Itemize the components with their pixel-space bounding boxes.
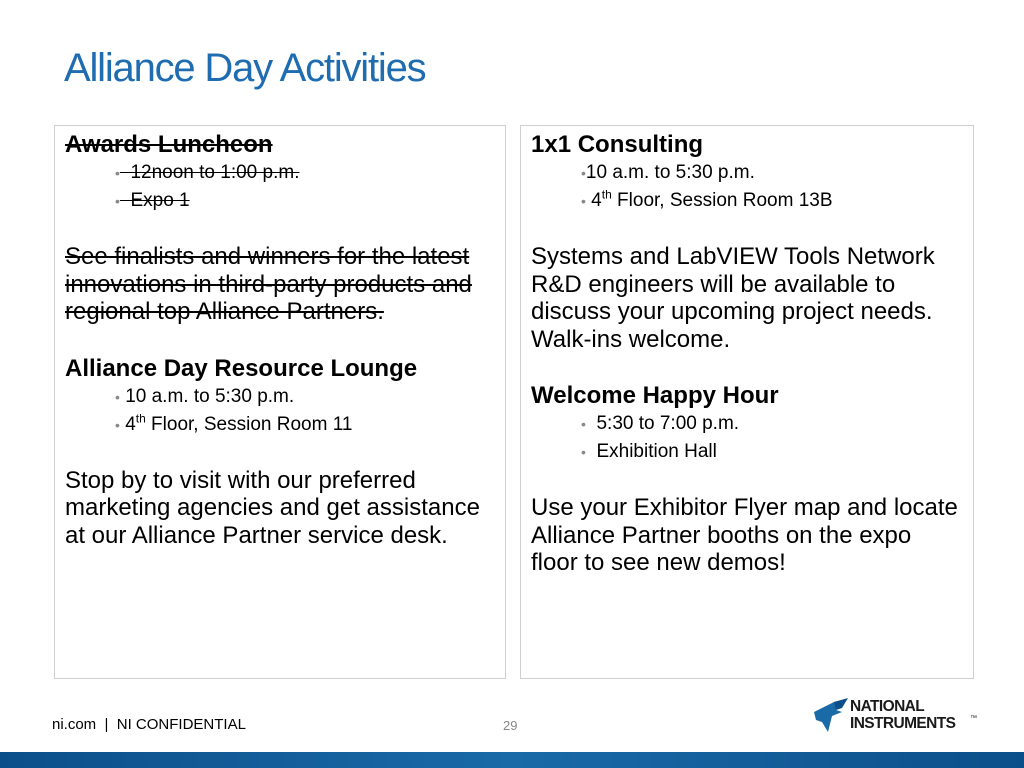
bullet-icon: • <box>115 193 120 209</box>
right-content-panel <box>520 125 974 679</box>
ni-eagle-icon <box>812 698 852 740</box>
list-item: • Expo 1 <box>115 187 495 215</box>
bullet-icon: • <box>581 193 586 209</box>
list-item: • 5:30 to 7:00 p.m. <box>581 410 963 438</box>
bullet-icon: • <box>581 444 586 460</box>
bottom-color-bar <box>0 752 1024 768</box>
consulting-details <box>581 159 963 215</box>
bullet-icon: • <box>115 388 120 405</box>
happy-hour-details <box>581 410 963 466</box>
footer-confidential-text: ni.com | NI CONFIDENTIAL <box>52 716 246 733</box>
bullet-icon: • <box>581 416 586 432</box>
list-item: • 12noon to 1:00 p.m. <box>115 159 495 187</box>
bullet-icon: • <box>581 165 586 181</box>
list-item: • 4th Floor, Session Room 11 <box>115 411 495 439</box>
list-item: • 10 a.m. to 5:30 p.m. <box>115 383 495 411</box>
awards-luncheon-heading: Awards Luncheon <box>65 131 273 158</box>
awards-luncheon-description: See finalists and winners for the latest innovations in third-party products and regional top Alliance Partners. <box>65 243 472 325</box>
resource-lounge-details <box>115 383 495 439</box>
resource-lounge-heading: Alliance Day Resource Lounge <box>65 354 418 382</box>
national-instruments-logo: NATIONAL INSTRUMENTS ™ <box>812 696 978 742</box>
awards-luncheon-details <box>115 159 495 215</box>
bullet-icon: • <box>115 165 120 181</box>
happy-hour-heading: Welcome Happy Hour <box>531 382 779 409</box>
consulting-description: Systems and LabVIEW Tools Network R&D engineers will be available to discuss your upcoming project needs. Walk-ins welcome. <box>531 243 935 353</box>
left-content-panel <box>54 125 506 679</box>
list-item: • Exhibition Hall <box>581 438 963 466</box>
happy-hour-description: Use your Exhibitor Flyer map and locate Alliance Partner booths on the expo floor to see new demos! <box>531 494 958 576</box>
page-number: 29 <box>503 718 518 733</box>
list-item: •10 a.m. to 5:30 p.m. <box>581 159 963 187</box>
bullet-icon: • <box>115 416 120 433</box>
resource-lounge-description: Stop by to visit with our preferred marketing agencies and get assistance at our Alliance Partner service desk. <box>65 466 480 549</box>
list-item: • 4th Floor, Session Room 13B <box>581 187 963 215</box>
slide-title: Alliance Day Activities <box>64 46 426 90</box>
consulting-heading: 1x1 Consulting <box>531 131 704 158</box>
